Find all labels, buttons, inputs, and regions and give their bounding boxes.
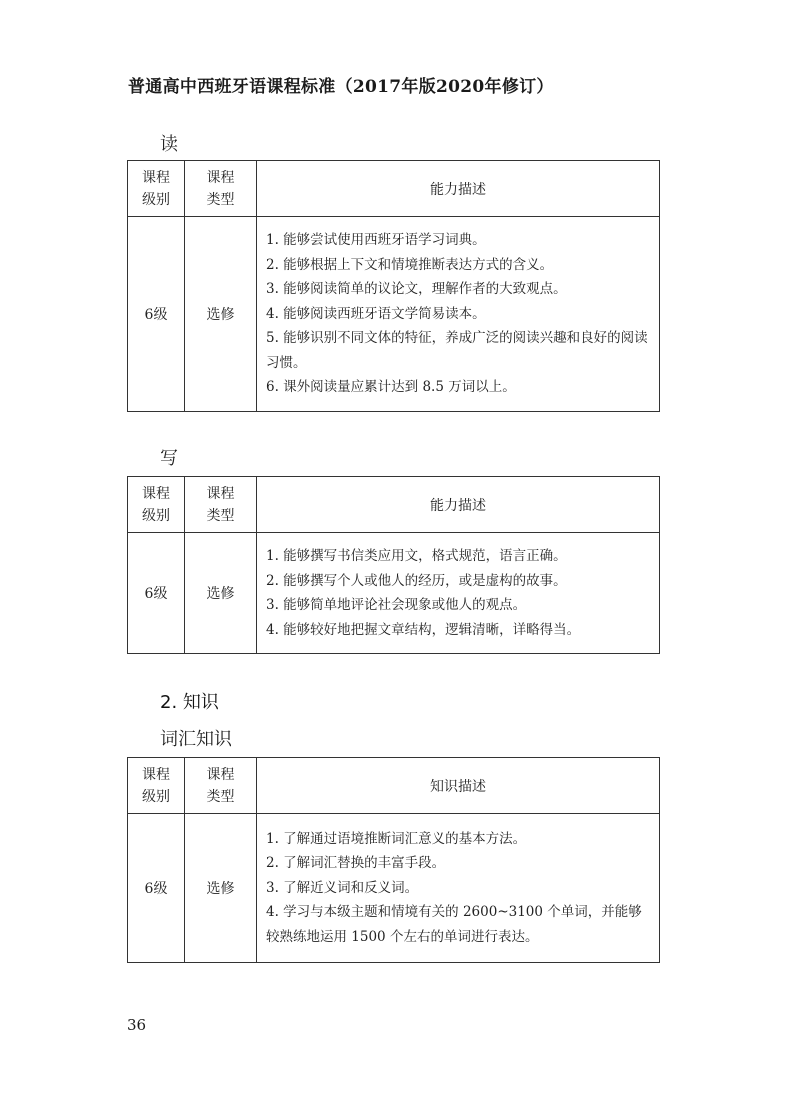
description-item: 4. 能够阅读西班牙语文学简易读本。: [266, 305, 486, 322]
col-header-description: 能力描述: [257, 477, 660, 533]
description-item: 1. 能够尝试使用西班牙语学习词典。: [266, 232, 486, 248]
description-item: 3. 能够阅读简单的议论文，理解作者的大致观点。: [266, 281, 567, 297]
description-item: 4. 能够较好地把握文章结构，逻辑清晰，详略得当。: [266, 621, 581, 638]
description-item: 1. 能够撰写书信类应用文，格式规范，语言正确。: [266, 548, 567, 564]
course-level-cell: 6级: [128, 533, 185, 654]
vocab-knowledge-table: [127, 757, 660, 963]
page-number: 36: [127, 1016, 147, 1034]
col-header-level: 课程 级别: [128, 161, 185, 217]
col-header-level: 课程 级别: [128, 477, 185, 533]
table-row: [128, 533, 660, 654]
description-item: 3. 能够简单地评论社会现象或他人的观点。: [266, 597, 527, 613]
description-item: 6. 课外阅读量应累计达到 8.5 万词以上。: [266, 379, 516, 395]
col-header-type: 课程 类型: [185, 477, 257, 533]
section-title-knowledge: 2. 知识: [160, 692, 219, 713]
description-item: 2. 了解词汇替换的丰富手段。: [266, 855, 446, 872]
table-row: [128, 814, 660, 963]
description-item: 4. 学习与本级主题和情境有关的 2600~3100 个单词，并能够较熟练地运用 1500 个左右的单词进行表达。: [266, 904, 642, 945]
table-header-row: [128, 758, 660, 814]
table-header-row: [128, 477, 660, 533]
table-header-row: [128, 161, 660, 217]
col-header-level: 课程 级别: [128, 758, 185, 814]
col-header-type: 课程 类型: [185, 161, 257, 217]
page-header: 普通高中西班牙语课程标准（2017年版2020年修订）: [128, 77, 554, 97]
subsection-title-read: 读: [160, 134, 178, 155]
course-type-cell: 选修: [185, 217, 257, 412]
description-item: 5. 能够识别不同文体的特征，养成广泛的阅读兴趣和良好的阅读习惯。: [266, 330, 648, 371]
subsection-title-write: 写: [160, 448, 178, 469]
col-header-description: 能力描述: [257, 161, 660, 217]
course-type-cell: 选修: [185, 814, 257, 963]
table-row: [128, 217, 660, 412]
description-item: 1. 了解通过语境推断词汇意义的基本方法。: [266, 830, 527, 847]
write-ability-table: [127, 476, 660, 654]
description-item: 2. 能够根据上下文和情境推断表达方式的含义。: [266, 256, 554, 273]
read-ability-table: [127, 160, 660, 412]
course-type-cell: 选修: [185, 533, 257, 654]
description-cell: [257, 217, 660, 412]
course-level-cell: 6级: [128, 217, 185, 412]
subsection-title-vocab: 词汇知识: [160, 729, 232, 750]
description-cell: [257, 814, 660, 963]
col-header-type: 课程 类型: [185, 758, 257, 814]
description-item: 2. 能够撰写个人或他人的经历，或是虚构的故事。: [266, 572, 567, 589]
description-cell: [257, 533, 660, 654]
col-header-description: 知识描述: [257, 758, 660, 814]
description-item: 3. 了解近义词和反义词。: [266, 879, 419, 896]
course-level-cell: 6级: [128, 814, 185, 963]
